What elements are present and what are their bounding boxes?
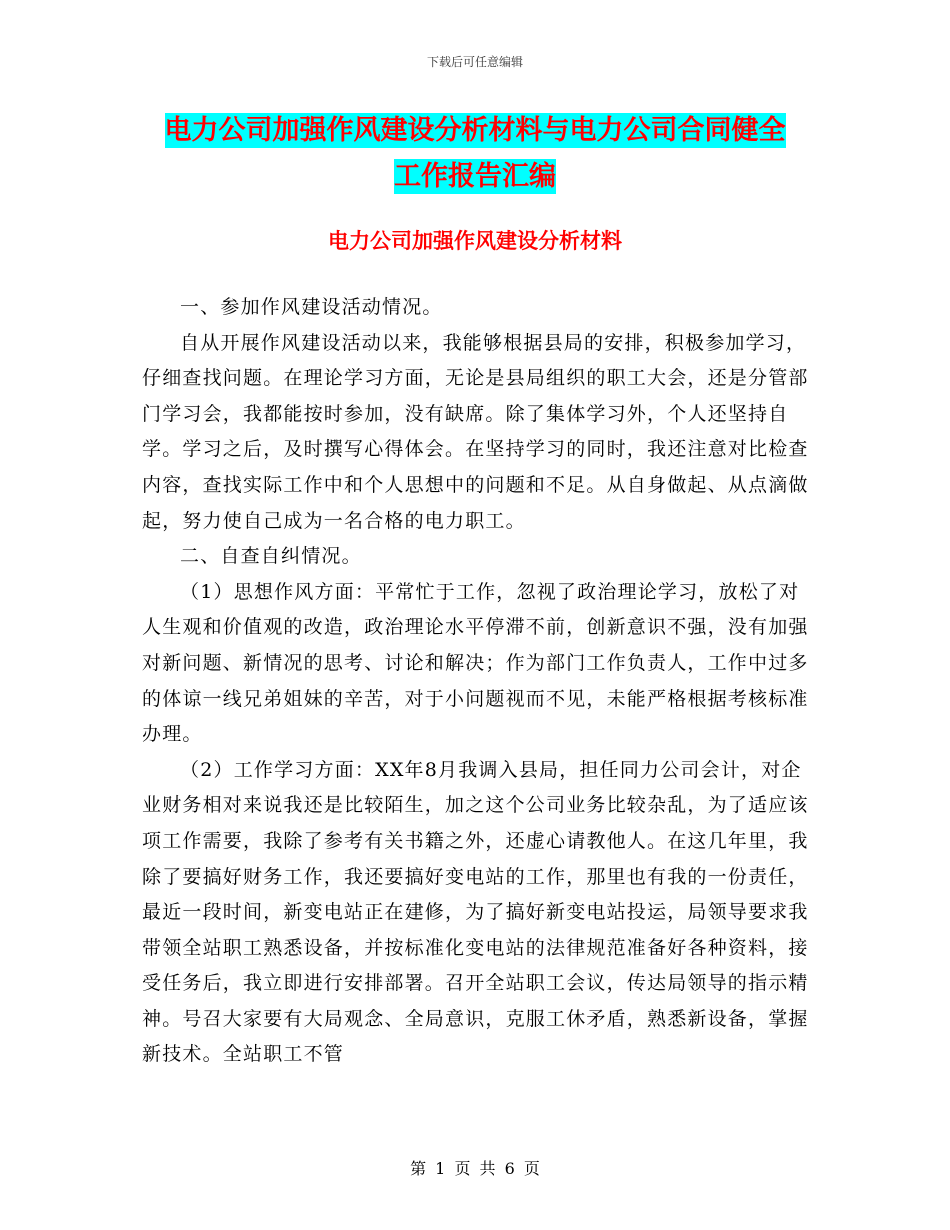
document-body xyxy=(142,290,812,1073)
paragraph: 自从开展作风建设活动以来，我能够根据县局的安排，积极参加学习，仔细查找问题。在理论学习方面，无论是县局组织的职工大会，还是分管部门学习会，我都能按时参加，没有缺席。除了集体学习外，个人还坚持自学。学习之后，及时撰写心得体会。在坚持学习的同时，我还注意对比检查内容，查找实际工作中和个人思想中的问题和不足。从自身做起、从点滴做起，努力使自己成为一名合格的电力职工。 xyxy=(142,331,809,532)
document-title xyxy=(140,108,810,200)
document-title-line1: 电力公司加强作风建设分析材料与电力公司合同健全 xyxy=(164,115,786,146)
page-number: 第 1 页 共 6 页 xyxy=(410,1159,540,1178)
page-header-note: 下载后可任意编辑 xyxy=(426,55,523,69)
paragraph-heading-2: 二、自查自纠情况。 xyxy=(180,545,362,568)
paragraph-heading-1: 一、参加作风建设活动情况。 xyxy=(180,296,443,318)
paragraph: （1）思想作风方面：平常忙于工作，忽视了政治理论学习，放松了对人生观和价值观的改造，政治理论水平停滞不前，创新意识不强，没有加强对新问题、新情况的思考、讨论和解决；作为部门工作负责人，工作中过多的体谅一线兄弟姐妹的辛苦，对于小问题视而不见，未能严格根据考核标准办理。 xyxy=(142,580,809,746)
paragraph: （2）工作学习方面：XX年8月我调入县局，担任同力公司会计，对企业财务相对来说我还是比较陌生，加之这个公司业务比较杂乱，为了适应该项工作需要，我除了参考有关书籍之外，还虚心请教他人。在这几年里，我除了要搞好财务工作，我还要搞好变电站的工作，那里也有我的一份责任，最近一段时间，新变电站正在建修，为了搞好新变电站投运，局领导要求我带领全站职工熟悉设备，并按标准化变电站的法律规范准备好各种资料，接受任务后，我立即进行安排部署。召开全站职工会议，传达局领导的指示精神。号召大家要有大局观念、全局意识，克服工休矛盾，熟悉新设备，掌握新技术。全站职工不管 xyxy=(142,758,809,1066)
document-title-line2: 工作报告汇编 xyxy=(394,161,556,192)
section-title: 电力公司加强作风建设分析材料 xyxy=(328,229,622,253)
